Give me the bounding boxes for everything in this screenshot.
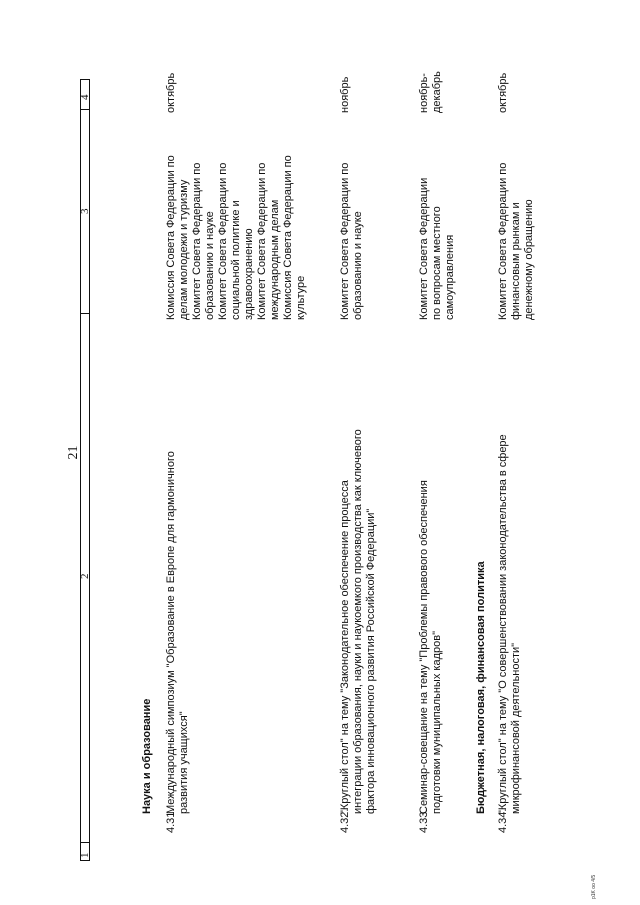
section-heading-science: Наука и образование <box>141 698 153 814</box>
column-header-4: 4 <box>79 94 91 100</box>
responsible-committees: Комитет Совета Федерации по финансовым рынкам и денежному обращению <box>497 162 535 320</box>
section-heading-budget: Бюджетная, налоговая, финансовая политика <box>475 561 487 814</box>
row-number: 4.33. <box>418 808 430 833</box>
event-title: Международный симпозиум "Образование в Европе для гармоничного развития учащихся" <box>165 451 190 814</box>
column-header-2: 2 <box>81 313 89 843</box>
column-header-1: 1 <box>81 842 89 860</box>
event-date: октябрь <box>497 72 509 113</box>
event-title: "Круглый стол" на тему "О совершенствовании законодательства в сфере микрофинансовой деятельности" <box>497 434 522 814</box>
event-date: октябрь <box>165 72 177 113</box>
page-number: 21 <box>66 445 81 460</box>
responsible-committees: Комитет Совета Федерации по вопросам местного самоуправления <box>418 177 456 320</box>
row-number: 4.34. <box>497 808 509 833</box>
event-title: Семинар-совещание на тему "Проблемы правового обеспечения подготовки муниципальных кадров" <box>418 480 443 814</box>
responsible-committees: Комиссия Совета Федерации по делам молодежи и туризму Комитет Совета Федерации по образованию и науке Комитет Совета Федерации по социальной политике и здравоохранению Комитет Совета Федерации по международным делам Комиссия Совета Федерации по культуре <box>165 155 307 320</box>
footer-document-code: p1K oo 4/5 <box>591 874 597 899</box>
event-date: ноябрь <box>339 76 351 113</box>
table-column-header-row <box>80 79 90 861</box>
column-header-3: 3 <box>81 109 89 314</box>
responsible-committees: Комитет Совета Федерации по образованию и науке <box>339 162 364 320</box>
row-number: 4.31. <box>165 808 177 833</box>
row-number: 4.32. <box>339 808 351 833</box>
event-date: ноябрь- декабрь <box>418 71 443 113</box>
event-title: "Круглый стол" на тему "Законодательное обеспечение процесса интеграции образования, науки и наукоемкого производства как ключевого фактора инновационного развития Российской Федерации" <box>339 429 377 814</box>
